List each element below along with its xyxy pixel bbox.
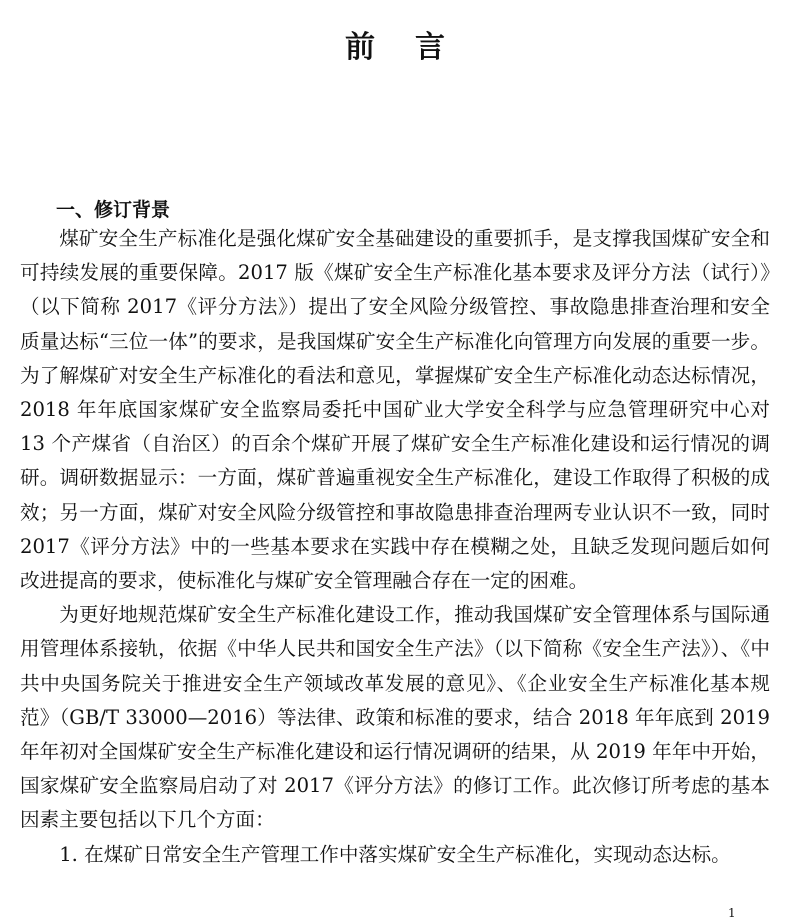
page-number: 1 (728, 906, 736, 920)
page-title: 前言 (345, 30, 485, 65)
paragraph-revision-basis: 为更好地规范煤矿安全生产标准化建设工作，推动我国煤矿安全管理体系与国际通用管理体系接轨，依据《中华人民共和国安全生产法》（以下简称《安全生产法》）、《中共中央国务院关于推进安全生产领域改革发展的意见》、《企业安全生产标准化基本规范》（GB/T 33000—2016）等法律、政策和标准的要求，结合 2018 年年底到 2019 年年初对全国煤矿安全生产标准化建设和运行情况调研的结果，从 2019 年年中开始，国家煤矿安全监察局启动了对 2017《评分方法》的修订工作。此次修订所考虑的基本因素主要包括以下几个方面： (20, 603, 770, 832)
paragraph-factor-1: 1. 在煤矿日常安全生产管理工作中落实煤矿安全生产标准化，实现动态达标。 (59, 842, 731, 866)
body-text (20, 222, 770, 872)
section-heading: 一、修订背景 (56, 199, 171, 221)
paragraph-background: 煤矿安全生产标准化是强化煤矿安全基础建设的重要抓手，是支撑我国煤矿安全和可持续发展的重要保障。2017 版《煤矿安全生产标准化基本要求及评分方法（试行）》（以下简称 2017《评分方法》）提出了安全风险分级管控、事故隐患排查治理和安全质量达标“三位一体”的要求，是我国煤矿安全生产标准化向管理方向发展的重要一步。为了解煤矿对安全生产标准化的看法和意见，掌握煤矿安全生产标准化动态达标情况，2018 年年底国家煤矿安全监察局委托中国矿业大学安全科学与应急管理研究中心对 13 个产煤省（自治区）的百余个煤矿开展了煤矿安全生产标准化建设和运行情况的调研。调研数据显示：一方面，煤矿普遍重视安全生产标准化，建设工作取得了积极的成效；另一方面，煤矿对安全风险分级管控和事故隐患排查治理两专业认识不一致，同时 2017《评分方法》中的一些基本要求在实践中存在模糊之处，且缺乏发现问题后如何改进提高的要求，使标准化与煤矿安全管理融合存在一定的困难。 (20, 227, 770, 593)
